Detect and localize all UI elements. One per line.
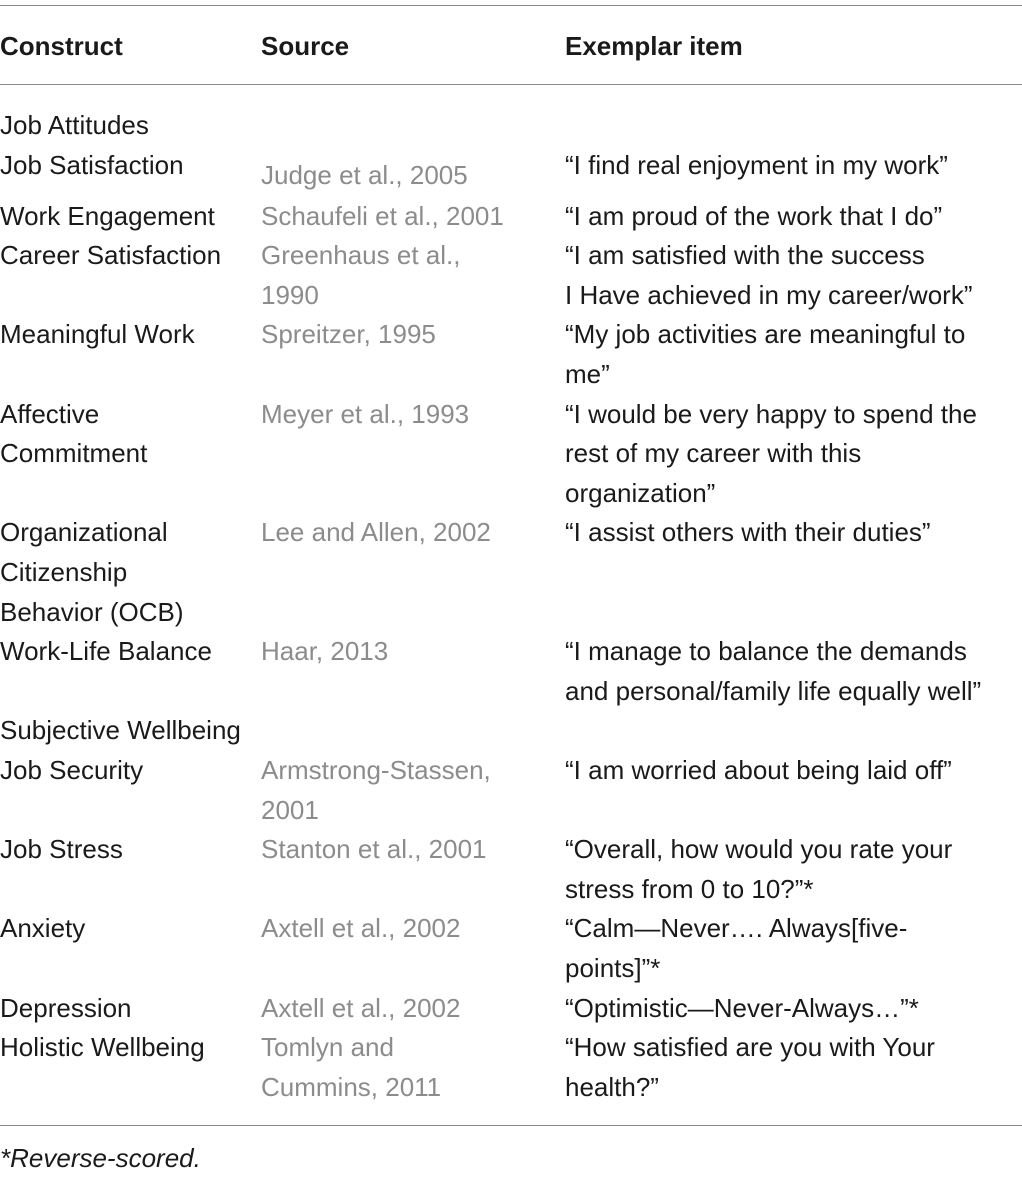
exemplar-cell: “I assist others with their duties” <box>565 517 931 548</box>
table-row-subjective-wellbeing <box>0 711 1022 751</box>
source-cell: Armstrong-Stassen, 2001 <box>261 754 491 825</box>
source-cell: Tomlyn and Cummins, 2011 <box>261 1032 442 1102</box>
source-cell: Stanton et al., 2001 <box>261 834 487 865</box>
table-bottom-rule <box>0 1125 1022 1126</box>
table-row-work-life-balance <box>0 632 1022 711</box>
table-row-holistic-wellbeing <box>0 1028 1022 1107</box>
exemplar-cell: “I am worried about being laid off” <box>565 754 952 785</box>
source-cell: Spreitzer, 1995 <box>261 319 436 350</box>
table-row-job-satisfaction <box>0 146 1022 197</box>
exemplar-cell: “I would be very happy to spend the rest of my career with this organization” <box>565 398 977 508</box>
construct-cell: Job Security <box>0 754 144 785</box>
table-row-affective-commitment <box>0 395 1022 514</box>
exemplar-cell: “I manage to balance the demands and personal/family life equally well” <box>565 636 982 706</box>
source-cell: Axtell et al., 2002 <box>261 913 461 944</box>
construct-cell: Career Satisfaction <box>0 240 222 271</box>
construct-cell: Job Satisfaction <box>0 149 184 180</box>
table-row-job-stress <box>0 830 1022 909</box>
table-row-career-satisfaction <box>0 236 1022 315</box>
construct-cell: Subjective Wellbeing <box>0 715 241 746</box>
exemplar-cell: “I am proud of the work that I do” <box>565 200 943 231</box>
exemplar-cell: “Overall, how would you rate your stress from 0 to 10?”* <box>565 834 953 904</box>
exemplar-cell: “Optimistic—Never-Always…”* <box>565 992 919 1023</box>
construct-cell: Work Engagement <box>0 200 215 231</box>
source-cell: Haar, 2013 <box>261 636 389 667</box>
construct-cell: Organizational Citizenship Behavior (OCB) <box>0 517 184 627</box>
table-row-depression <box>0 989 1022 1029</box>
table-row-meaningful-work <box>0 315 1022 394</box>
source-cell: Lee and Allen, 2002 <box>261 517 491 548</box>
construct-cell: Job Attitudes <box>0 110 149 140</box>
exemplar-cell: “My job activities are meaningful to me” <box>565 319 966 389</box>
exemplar-cell: “I am satisfied with the success I Have achieved in my career/work” <box>565 240 973 310</box>
exemplar-cell: “I find real enjoyment in my work” <box>565 149 948 180</box>
source-cell: Judge et al., 2005 <box>261 159 468 190</box>
table-row-job-attitudes <box>0 106 1022 146</box>
source-cell: Greenhaus et al., 1990 <box>261 240 461 310</box>
source-cell: Meyer et al., 1993 <box>261 398 470 429</box>
construct-cell: Anxiety <box>0 913 86 944</box>
construct-cell: Holistic Wellbeing <box>0 1032 205 1063</box>
table-body <box>0 106 1022 1107</box>
source-cell: Schaufeli et al., 2001 <box>261 200 504 231</box>
header-construct: Construct <box>0 31 123 61</box>
construct-cell: Job Stress <box>0 834 123 865</box>
construct-cell: Affective Commitment <box>0 398 148 469</box>
table-top-rule <box>0 5 1022 6</box>
source-cell: Axtell et al., 2002 <box>261 992 461 1023</box>
header-bottom-rule <box>0 84 1022 85</box>
table-row-anxiety <box>0 909 1022 988</box>
exemplar-cell: “How satisfied are you with Your health?” <box>565 1032 935 1102</box>
table-row-job-security <box>0 751 1022 830</box>
construct-cell: Meaningful Work <box>0 319 195 350</box>
table-row-ocb <box>0 513 1022 632</box>
header-source: Source <box>261 31 350 61</box>
construct-cell: Depression <box>0 992 132 1023</box>
table-row-work-engagement <box>0 197 1022 237</box>
exemplar-cell: “Calm—Never…. Always[five- points]”* <box>565 913 908 983</box>
table-footnote: *Reverse-scored. <box>0 1143 201 1173</box>
table-header <box>0 26 1022 66</box>
header-exemplar-item: Exemplar item <box>565 31 743 61</box>
construct-cell: Work-Life Balance <box>0 636 212 667</box>
